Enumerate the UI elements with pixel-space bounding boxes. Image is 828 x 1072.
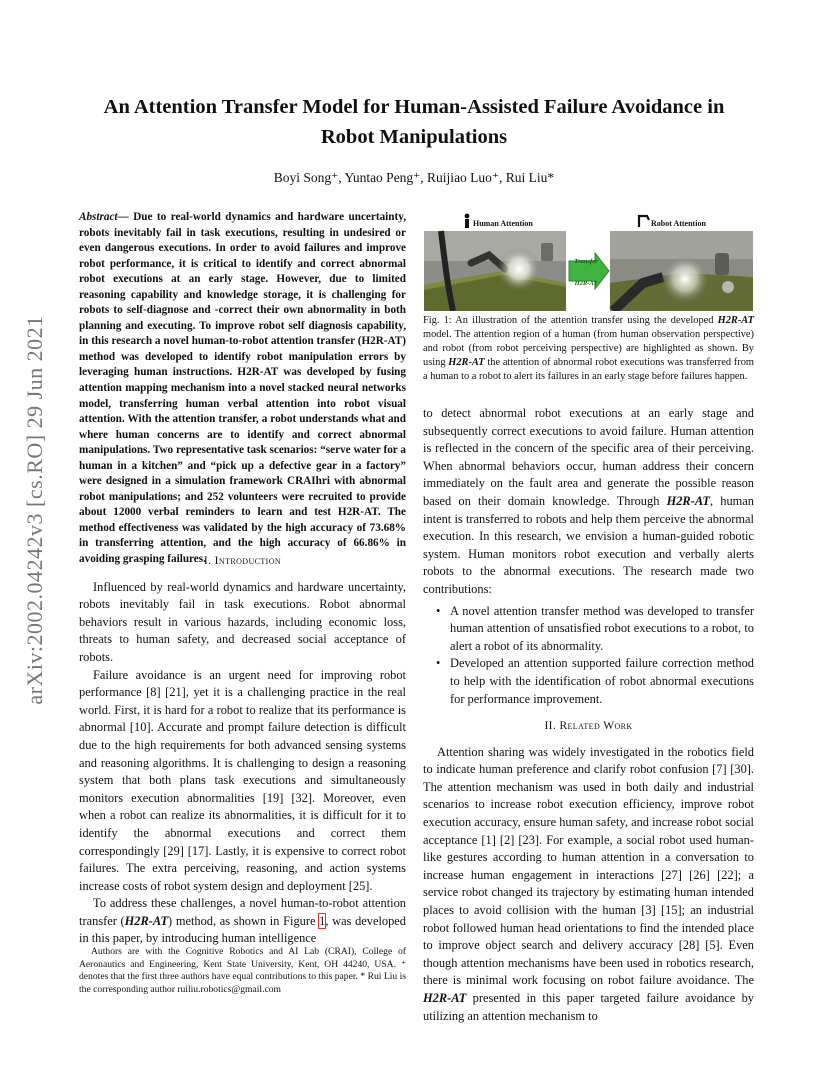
title-line-1: An Attention Transfer Model for Human-Assisted Failure Avoidance in xyxy=(103,96,725,118)
author-footnote: Authors are with the Cognitive Robotics and AI Lab (CRAI), College of Aeronautics and Engineering, Kent State University, Kent, OH 44240, USA. ⁺ denotes that the first three authors have equal contributions to this paper. * Rui Liu is the corresponding author ruiliu.robotics@gmail.com xyxy=(79,946,406,995)
author-list: Boyi Song⁺, Yuntao Peng⁺, Ruijiao Luo⁺, Rui Liu* xyxy=(273,170,555,185)
left-column-body xyxy=(79,553,406,948)
arxiv-id: arXiv:2002.04242v3 [cs.RO] 29 Jun 2021 xyxy=(22,315,47,705)
abstract-label: Abstract xyxy=(79,211,118,223)
paper-title xyxy=(60,92,768,152)
right-paragraph-1 xyxy=(423,405,754,599)
intro-paragraph-3 xyxy=(79,895,406,948)
transfer-arrow-icon xyxy=(569,253,609,289)
contribution-2: Developed an attention supported failure correction method to help with the identification of robot abnormal executions for performance improvement. xyxy=(450,656,754,706)
caption-e: the attention of abnormal robot executions was transferred from a human to a robot to alert its failures in an early stage before failures happen. xyxy=(423,357,754,383)
related-p-c: presented in this paper targeted failure avoidance by utilizing an attention mechanism to xyxy=(423,991,754,1023)
bullet-icon: • xyxy=(436,603,441,618)
method-label: H2R-AT xyxy=(574,280,598,287)
intro-p3-method: H2R-AT xyxy=(124,913,169,928)
section-heading-introduction: I. Introduction xyxy=(203,555,282,567)
related-paragraph-1 xyxy=(423,744,754,1026)
contribution-1: A novel attention transfer method was developed to transfer human attention of unsatisfied robot executions to a robot, to alert a robot of its abnormality. xyxy=(450,603,754,653)
title-line-2: Robot Manipulations xyxy=(320,126,508,148)
related-method: H2R-AT xyxy=(423,991,467,1005)
intro-p3-a: To address these challenges, a novel human-to-robot attention transfer ( xyxy=(79,896,406,928)
caption-method-1: H2R-AT xyxy=(717,315,754,326)
intro-paragraph-1: Influenced by real-world dynamics and hardware uncertainty, robots inevitably fail in task executions. Robot abnormal behaviors result in various hazards, including economic loss, threats to human safety, and decreased social acceptance of robots. xyxy=(79,579,406,664)
figure-1-caption xyxy=(423,314,754,384)
robot-attention-label: Robot Attention xyxy=(651,219,706,228)
intro-paragraph-2: Failure avoidance is an urgent need for improving robot performance [8] [21], yet it is a challenging practice in the real world. First, it is hard for a robot to realize that its performance is abnormal [10]. Accurate and prompt failure detection is difficult due to the high requirements for both advanced sensing systems and reasoning algorithms. It is challenging to design a reasoning system that both plans task executions and simultaneously monitors execution abnormalities [19] [32]. Moreover, even when a robot can realize its abnormalities, it is difficult for it to identify the abnormal executions and correct them correspondingly [29] [17]. Lastly, it is expensive to correct robot failures. The extra perceiving, reasoning, and action systems increase costs of robot system design and deployment [25]. xyxy=(79,667,406,893)
list-item xyxy=(423,603,754,656)
right-p1-c: , human intent is transferred to robots and help them perceive the abnormal execution. In this research, we envision a human-guided robotic system. Human monitors robot execution and verbally alerts robots to the abnormal executions. The research made two contributions: xyxy=(423,493,754,596)
robot-arm-icon xyxy=(639,216,649,227)
list-item xyxy=(423,655,754,708)
figure-1-illustration xyxy=(423,213,753,311)
contributions-list xyxy=(423,603,754,709)
intro-p3-d: , was developed in this paper, by introducing human intelligence xyxy=(79,913,406,946)
caption-method-2: H2R-AT xyxy=(448,357,485,369)
section-heading-related-work: II. Related Work xyxy=(544,720,633,733)
right-column-body xyxy=(423,405,754,1025)
related-p-a: Attention sharing was widely investigated in the robotics field to indicate human preference and clarify robot confusion [7] [30]. The attention mechanism was used in both daily and industrial scenarios to increase robot execution efficiency, improve robot execution accuracy, ensure human safety, and increase robot social acceptance [1] [2] [23]. For example, a social robot used human-like gestures according to human attention in a conversation to increase human engagement in interactions [27] [26] [22]; a service robot changed its trajectory by estimating human intended places to avoid collision with the human [3] [15]; an industrial robot followed human head orientations to find the intended place to improve object search and delivery accuracy [28] [5]. Even though attention mechanisms have been used in robotics research, there is minimal work focusing on robot failure avoidance. The xyxy=(423,744,754,988)
abstract xyxy=(79,210,406,568)
robot-view-panel xyxy=(610,231,753,311)
caption-c: model. The attention region of a human (from human observation perspective) and robot (from robot perceiving perspective) are highlighted as shown. By using xyxy=(423,329,754,369)
right-p1-a: to detect abnormal robot executions at an early stage and subsequently correct executions to avoid failure. Human attention is reflected in the concern of the specific area of their perceiving. When abnormal behaviors occur, human address their concern immediately on the fault area and generate the possible reason based on their domain knowledge. Through xyxy=(423,406,754,508)
transfer-label: Transfer xyxy=(574,258,598,265)
arxiv-sidebar xyxy=(10,230,60,790)
human-view-panel xyxy=(424,231,566,311)
figure-reference-link[interactable]: 1 xyxy=(319,913,326,928)
caption-a: Fig. 1: An illustration of the attention transfer using the developed xyxy=(423,315,718,326)
abstract-text: — Due to real-world dynamics and hardware uncertainty, robots inevitably fail in task executions, resulting in undesired or even dangerous executions. In order to avoid failures and improve robot performance, it is critical to identify and correct abnormal robot executions at an early stage. However, due to limited reasoning capability and knowledge storage, it is challenging for robots to self-diagnose and -correct their own abnormality in both planning and executing. To improve robot self diagnosis capability, in this research a novel human-to-robot attention transfer (H2R-AT) method was developed to identify robot manipulation errors by leveraging human instructions. H2R-AT was developed by fusing attention mapping mechanism into a novel stacked neural networks model, transferring human verbal attention into robot visual attention. With the attention transfer, a robot understands what and where human concerns are to identify and correct abnormal manipulations. Two representative task scenarios: “serve water for a human in a kitchen” and “pick up a defective gear in a factory” were designed in a simulation framework CRAIhri with abnormal robot manipulations; and 252 volunteers were recruited to provide about 12000 verbal reminders to learn and test H2R-AT. The method effectiveness was validated by the high accuracy of 73.68% in transferring attention, and the high accuracy of 66.86% in avoiding grasping failures. xyxy=(79,211,406,566)
right-p1-method: H2R-AT xyxy=(666,493,710,508)
human-icon xyxy=(465,214,470,228)
human-attention-label: Human Attention xyxy=(473,219,533,228)
intro-p3-c: ) method, as shown in Figure xyxy=(168,913,320,928)
bullet-icon: • xyxy=(436,656,441,671)
figure-1 xyxy=(423,213,753,311)
